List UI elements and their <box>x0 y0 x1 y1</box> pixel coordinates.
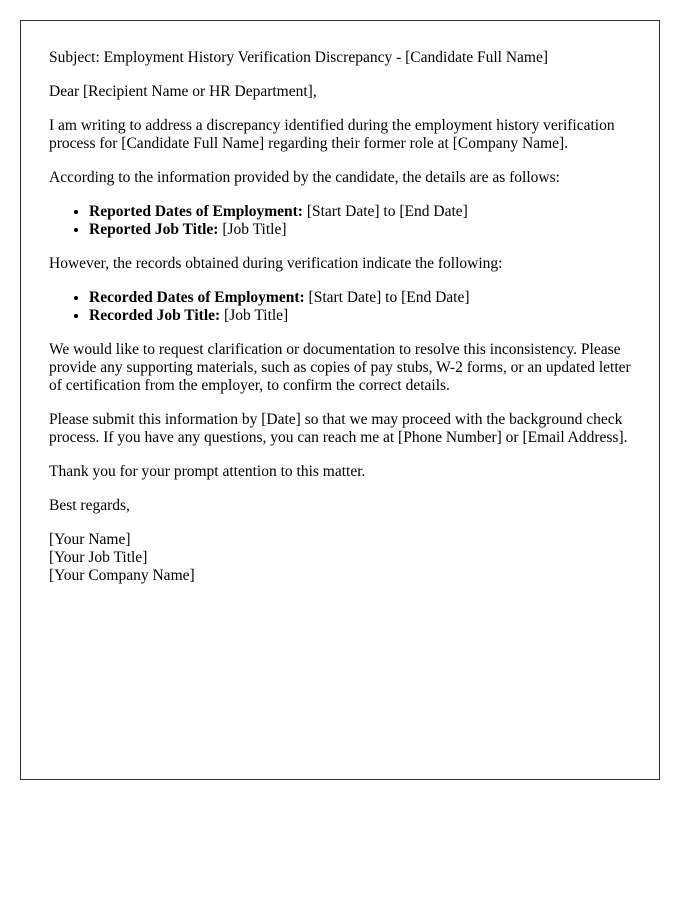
reported-details-intro: According to the information provided by the candidate, the details are as follows: <box>49 169 560 186</box>
list-item <box>89 289 631 307</box>
list-item <box>89 221 631 239</box>
list-item-value: [Job Title] <box>218 221 287 238</box>
list-item <box>89 307 631 325</box>
signature-company: [Your Company Name] <box>49 567 195 584</box>
request-paragraph: We would like to request clarification or documentation to resolve this inconsistency. Please provide any supporting materials, such as copies of pay stubs, W-2 forms, or an updated letter of certification from the employer, to confirm the correct details. <box>49 341 631 394</box>
recorded-details-intro: However, the records obtained during verification indicate the following: <box>49 255 503 272</box>
thanks-paragraph: Thank you for your prompt attention to this matter. <box>49 463 366 480</box>
letter-intro-paragraph: I am writing to address a discrepancy identified during the employment history verification process for [Candidate Full Name] regarding their former role at [Company Name]. <box>49 117 615 152</box>
signature-name: [Your Name] <box>49 531 131 548</box>
list-item-value: [Start Date] to [End Date] <box>302 203 468 220</box>
deadline-paragraph: Please submit this information by [Date] so that we may proceed with the background check process. If you have any questions, you can reach me at [Phone Number] or [Email Address]. <box>49 411 628 446</box>
list-item-value: [Start Date] to [End Date] <box>304 289 470 306</box>
letter-greeting: Dear [Recipient Name or HR Department], <box>49 83 317 100</box>
list-item-label: Reported Dates of Employment: <box>89 203 303 220</box>
letter-subject: Subject: Employment History Verification Discrepancy - [Candidate Full Name] <box>49 49 549 66</box>
signature-title: [Your Job Title] <box>49 549 148 566</box>
signature-block <box>49 531 631 585</box>
list-item <box>89 203 631 221</box>
list-item-label: Recorded Job Title: <box>89 307 221 324</box>
letter-document <box>20 20 660 780</box>
list-item-label: Reported Job Title: <box>89 221 219 238</box>
list-item-label: Recorded Dates of Employment: <box>89 289 305 306</box>
closing-line: Best regards, <box>49 497 130 514</box>
list-item-value: [Job Title] <box>220 307 289 324</box>
reported-details-list <box>49 203 631 239</box>
recorded-details-list <box>49 289 631 325</box>
